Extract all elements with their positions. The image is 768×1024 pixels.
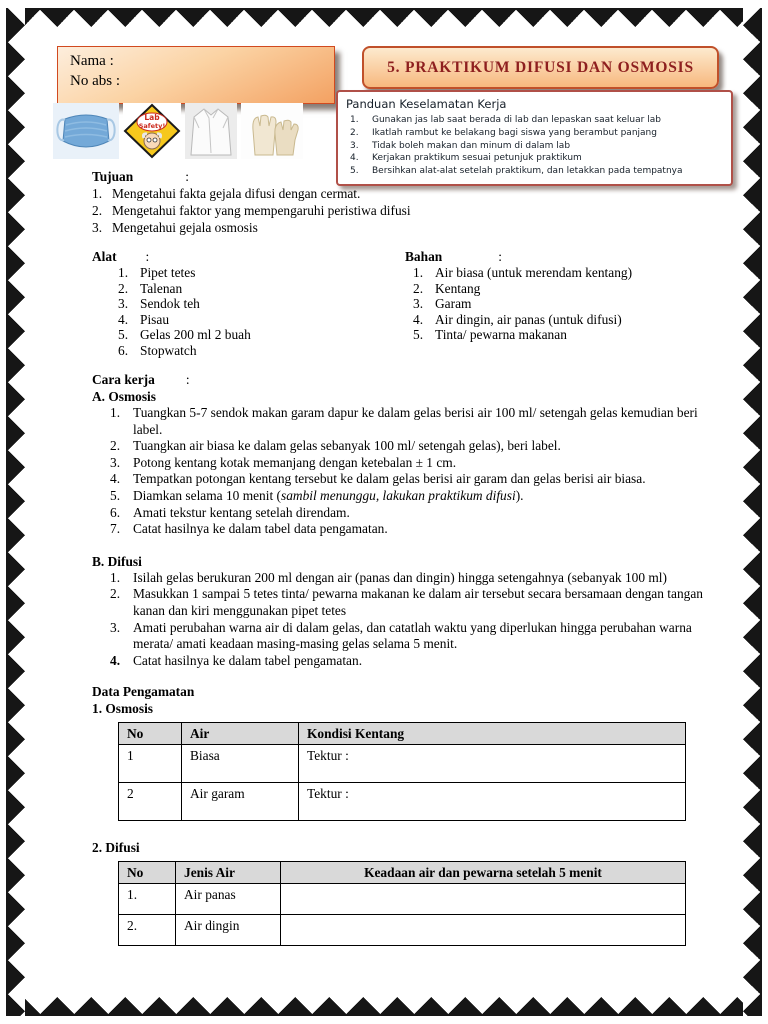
table-header-row [119,862,686,884]
title-banner [362,46,719,89]
osmosis-step: 3. Potong kentang kotak memanjang dengan ketebalan ± 1 cm. [110,454,457,470]
difusi-steps-list [110,570,720,670]
difusi-table [118,861,686,946]
safety-item-number: 1. [350,115,359,125]
osmosis-table-label: 1. Osmosis [92,701,154,717]
bahan-column [405,248,720,358]
safety-title: Panduan Keselamatan Kerja [346,97,507,111]
cell-no: 2. [119,915,176,946]
safety-item [346,127,723,140]
bahan-list [413,265,720,343]
cell-kondisi: Tektur : [299,745,686,783]
alat-heading-label: Alat [92,249,117,264]
osmosis-steps-list [110,405,720,538]
safety-item-text: Gunakan jas lab saat berada di lab dan lepaskan saat keluar lab [372,115,661,125]
cara-kerja-heading-label: Cara kerja [92,372,155,387]
safety-item-number: 5. [350,166,359,177]
col-header-air: Air [182,723,299,745]
difusi-step: 1. Isilah gelas berukuran 200 ml dengan air (panas dan dingin) hingga setengahnya (sebanyak 100 ml) [110,569,667,585]
cell-no: 1 [119,745,182,783]
safety-item-number: 2. [350,127,359,138]
safety-item-number: 4. [350,153,359,164]
nama-label: Nama : [70,53,114,69]
alat-bahan-section [92,248,720,358]
osmosis-step: 6. Amati tekstur kentang setelah direndam. [110,504,350,520]
table-row [119,884,686,915]
table-header-row [119,723,686,745]
step-text-pre: Diamkan selama 10 menit ( [133,487,281,503]
bahan-heading [405,248,720,265]
table-row [119,745,686,783]
osmosis-table [118,722,686,821]
cell-keadaan [281,884,686,915]
data-pengamatan-section [92,683,720,946]
safety-item-number: 3. [350,140,359,151]
zigzag-border-top [6,8,762,27]
osmosis-step: 2. Tuangkan air biasa ke dalam gelas sebanyak 100 ml/ setengah gelas), beri label. [110,438,561,454]
safety-item [346,140,723,153]
cell-air: Biasa [182,745,299,783]
alat-heading [92,248,405,265]
lab-safety-text-2: Safety! [138,122,166,130]
alat-item: 6. Stopwatch [118,342,197,358]
step-text-post: ). [515,487,524,503]
cell-jenis-air: Air panas [176,884,281,915]
lab-safety-sign-image [123,103,181,159]
difusi-table-label: 2. Difusi [92,840,140,856]
osmosis-step: 7. Catat hasilnya ke dalam tabel data pengamatan. [110,521,388,537]
cell-no: 2 [119,783,182,821]
section-colon: : [498,249,502,264]
cara-kerja-heading [92,371,720,388]
bahan-heading-label: Bahan [405,249,443,264]
alat-column [92,248,405,358]
bahan-item: 4. Air dingin, air panas (untuk difusi) [413,311,622,327]
difusi-step: 3. Amati perubahan warna air di dalam gelas, dan catatlah waktu yang diperlukan hingga perubahan warna merata/ amati keadaan masing-masing gelas selama 5 menit. [110,619,692,652]
osmosis-step: 1. Tuangkan 5-7 sendok makan garam dapur ke dalam gelas berisi air 100 ml/ setengah gelas kemudian beri label. [110,405,698,437]
bahan-item: 5. Tinta/ pewarna makanan [413,327,567,342]
alat-item: 3. Sendok teh [118,296,200,311]
section-colon: : [145,249,150,264]
lab-safety-text-1: Lab [144,113,160,122]
cell-no: 1. [119,884,176,915]
safety-item [346,152,723,165]
alat-item: 1. Pipet tetes [118,265,196,280]
bahan-item: 3. Garam [413,296,472,311]
col-header-no: No [119,862,176,884]
gloves-image [241,103,303,159]
difusi-step: 4. Catat hasilnya ke dalam tabel pengamatan. [110,652,363,668]
section-colon: : [185,169,189,184]
cell-kondisi: Tektur : [299,783,686,821]
step-text-italic: sambil menunggu, lakukan praktikum difusi [281,487,516,503]
difusi-subheading: B. Difusi [92,553,142,569]
tujuan-item: 1. Mengetahui fakta gejala difusi dengan cermat. [92,186,361,201]
alat-item: 4. Pisau [118,311,170,327]
cell-jenis-air: Air dingin [176,915,281,946]
alat-item: 5. Gelas 200 ml 2 buah [118,327,251,342]
zigzag-border-right [743,8,762,1016]
section-colon: : [185,372,190,387]
tujuan-heading-label: Tujuan [92,169,134,184]
table-row [119,915,686,946]
cell-keadaan [281,915,686,946]
page-title: 5. PRAKTIKUM DIFUSI DAN OSMOSIS [387,58,694,76]
zigzag-border-bottom [6,997,762,1016]
col-header-no: No [119,723,182,745]
safety-images-row [53,103,303,159]
col-header-kondisi: Kondisi Kentang [299,723,686,745]
tujuan-item: 2. Mengetahui faktor yang mempengaruhi peristiwa difusi [92,203,411,218]
safety-item-text: Kerjakan praktikum sesuai petunjuk praktikum [372,153,582,164]
data-pengamatan-heading: Data Pengamatan [92,684,195,700]
alat-list [118,265,405,358]
zigzag-border-left [6,8,25,1016]
tujuan-heading [92,168,720,185]
surgical-mask-image [53,103,119,159]
no-abs-label: No abs : [70,73,120,89]
bahan-item: 2. Kentang [413,280,481,296]
osmosis-step: 5. Diamkan selama 10 menit (sambil menunggu, lakukan praktikum difusi). [110,487,524,503]
col-header-jenis-air: Jenis Air [176,862,281,884]
osmosis-step: 4. Tempatkan potongan kentang tersebut ke dalam gelas berisi air garam dan gelas berisi air biasa. [110,471,646,487]
safety-item [346,114,723,127]
table-row [119,783,686,821]
col-header-keadaan: Keadaan air dan pewarna setelah 5 menit [281,862,686,884]
safety-item-text: Bersihkan alat-alat setelah praktikum, dan letakkan pada tempatnya [372,166,683,177]
bahan-item: 1. Air biasa (untuk merendam kentang) [413,265,633,280]
safety-item-text: Tidak boleh makan dan minum di dalam lab [372,140,571,151]
difusi-step: 2. Masukkan 1 sampai 5 tetes tinta/ pewarna makanan ke dalam air tersebut secara bersamaan dengan tangan kanan dan kiri menggunakan pipet tetes [110,586,703,618]
safety-item-text: Ikatlah rambut ke belakang bagi siswa yang berambut panjang [372,127,657,138]
osmosis-subheading: A. Osmosis [92,389,156,404]
student-info-box [57,46,335,104]
alat-item: 2. Talenan [118,280,183,296]
document-body [92,168,720,946]
lab-coat-image [185,103,237,159]
cell-air: Air garam [182,783,299,821]
tujuan-list [92,185,720,236]
tujuan-item: 3. Mengetahui gejala osmosis [92,220,258,235]
cara-kerja-section [92,371,720,669]
